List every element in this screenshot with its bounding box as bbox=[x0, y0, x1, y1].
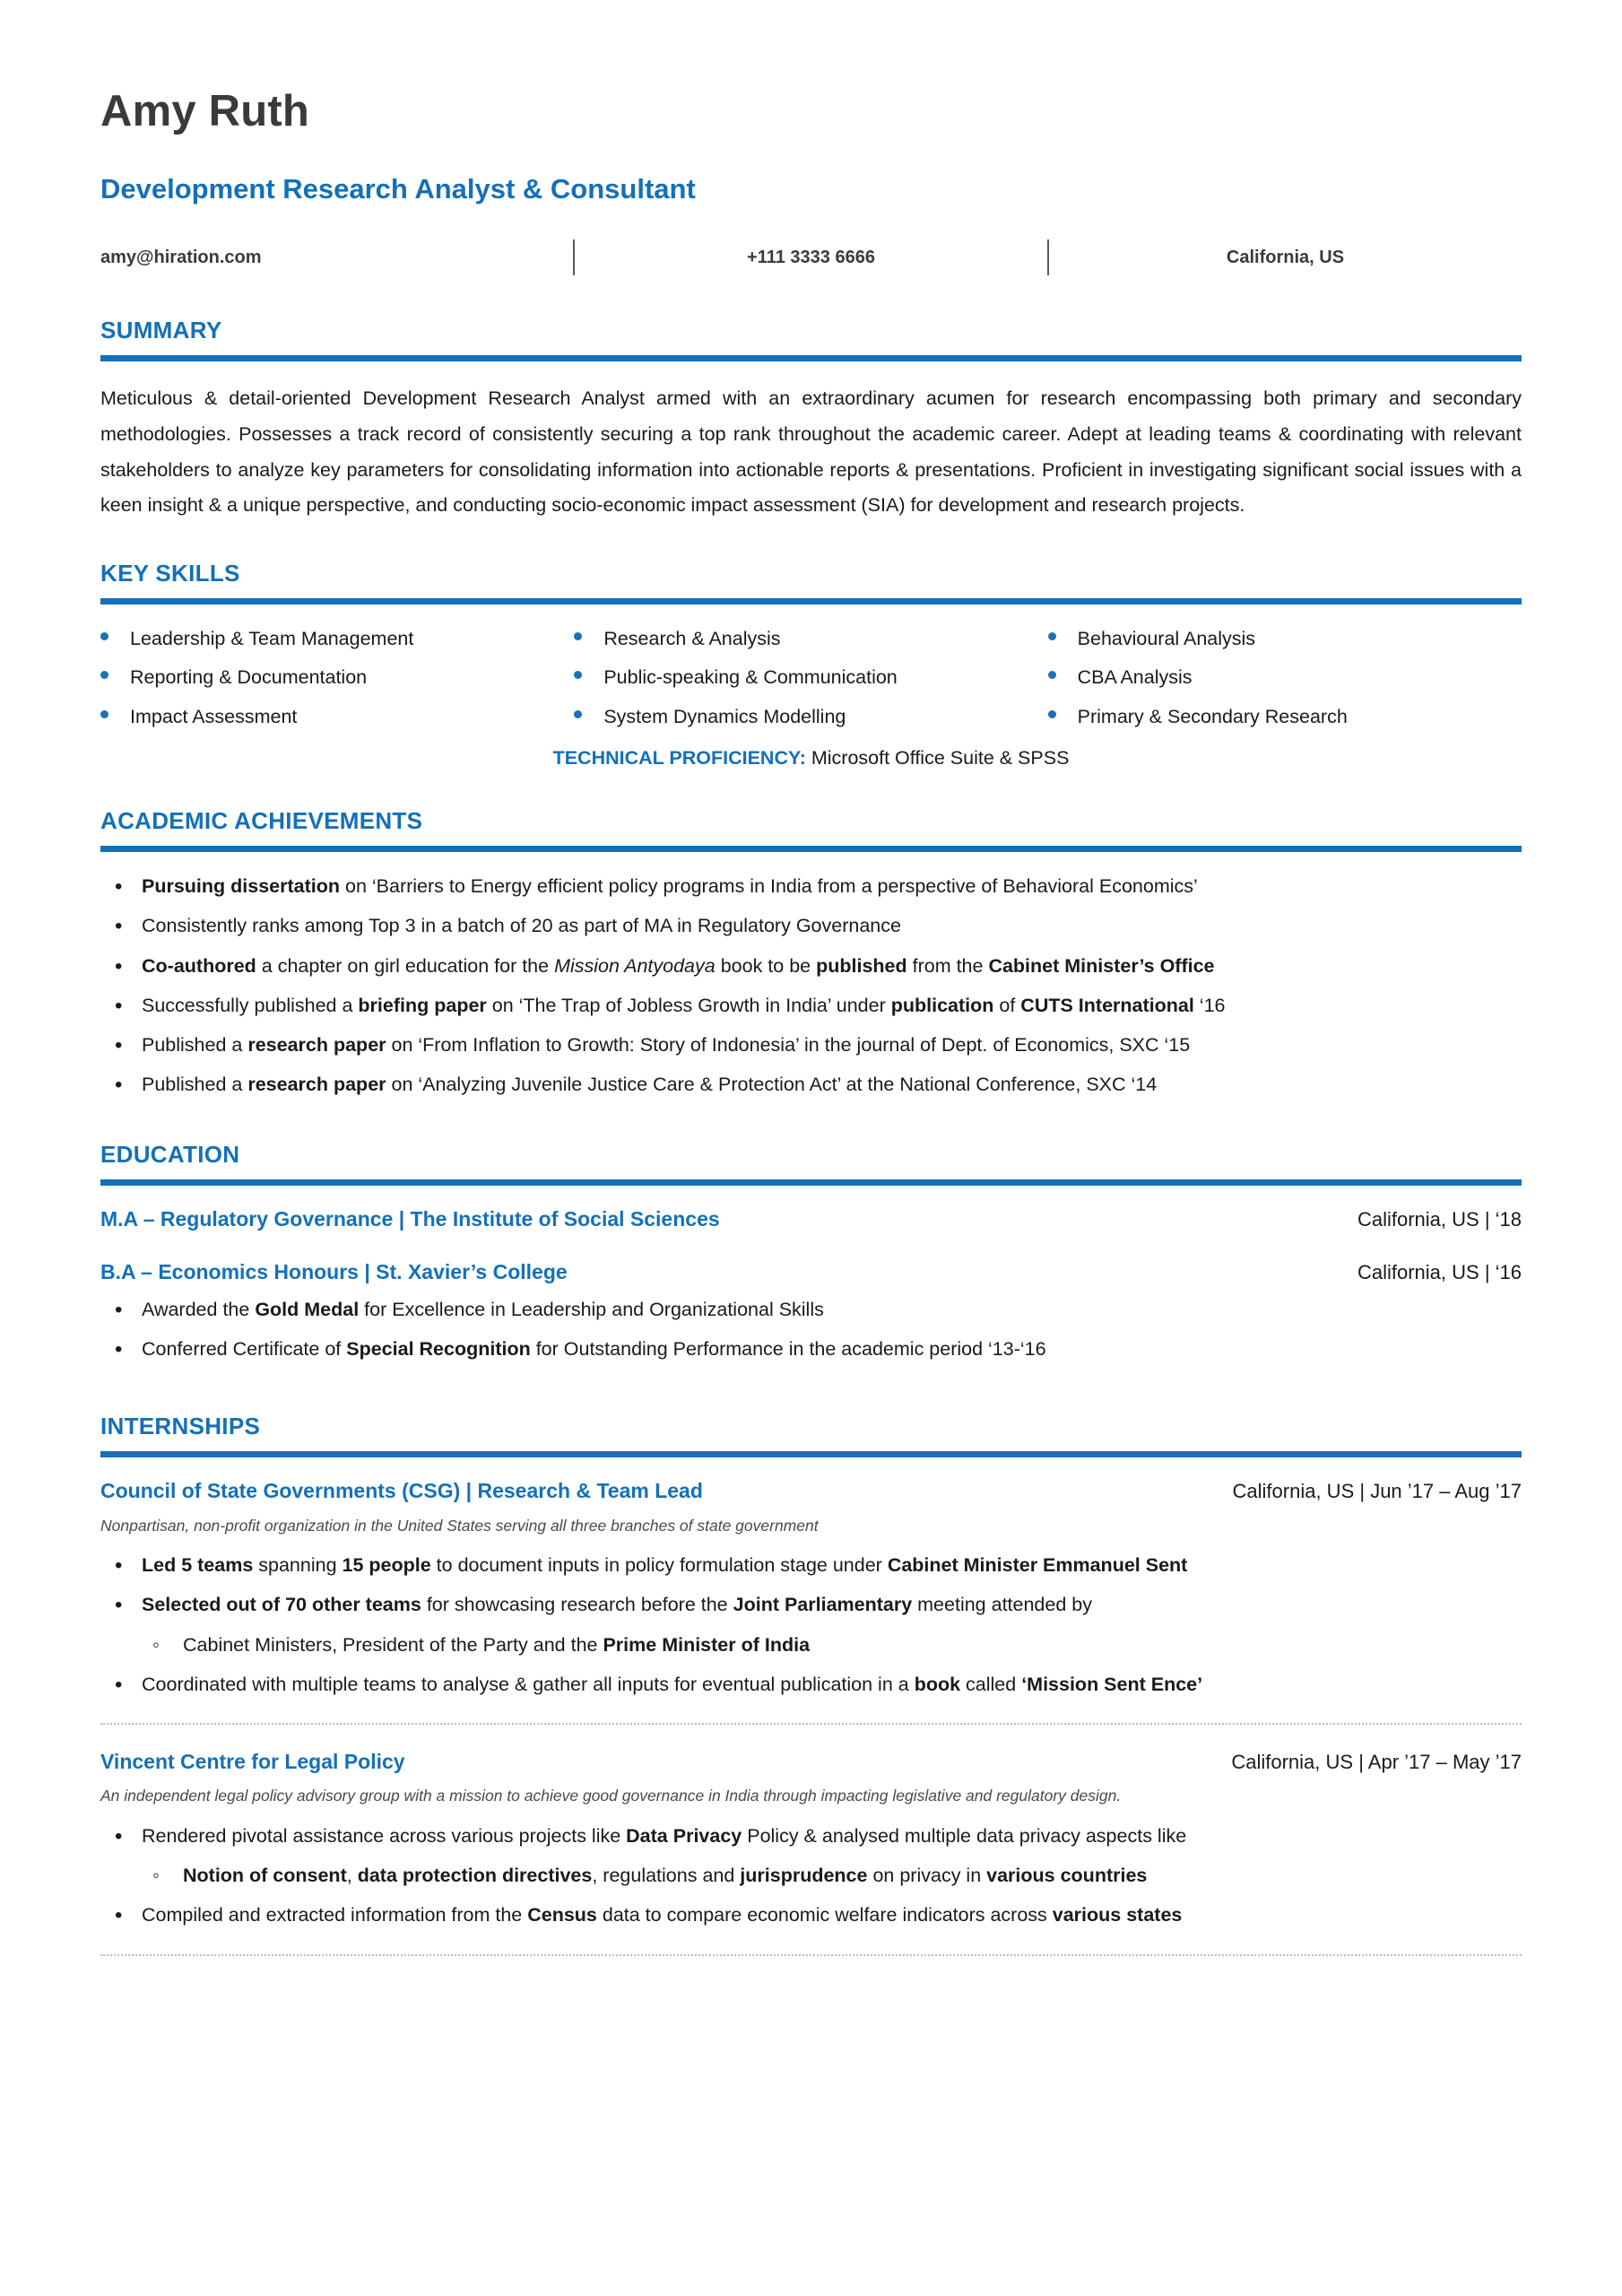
education-location-year: California, US | ‘16 bbox=[1357, 1260, 1522, 1283]
internship-bullet: • Compiled and extracted information from the Census data to compare economic welfare indicators across various states bbox=[100, 1900, 1522, 1930]
internship-sub-bullet-list bbox=[142, 1631, 1522, 1660]
internship-organization: Vincent Centre for Legal Policy bbox=[100, 1750, 405, 1774]
internship-location-dates: California, US | Jun ’17 – Aug ’17 bbox=[1232, 1480, 1522, 1503]
technical-proficiency bbox=[100, 747, 1522, 770]
education-degree: B.A – Economics Honours | St. Xavier’s College bbox=[100, 1259, 568, 1283]
internship-bullet: • Selected out of 70 other teams for showcasing research before the Joint Parliamentary meeting attended by ◦ Cabinet Ministers, President of the Party and the Prime Minister of India bbox=[100, 1590, 1522, 1660]
spacer-after-education bbox=[100, 1382, 1522, 1413]
education-bullet: • Conferred Certificate of Special Recognition for Outstanding Performance in the academic period ‘13-‘16 bbox=[100, 1335, 1522, 1364]
key-skill-item bbox=[100, 624, 574, 653]
internship-entry bbox=[100, 1748, 1522, 1955]
internship-entry bbox=[100, 1477, 1522, 1725]
section-internships bbox=[100, 1413, 1522, 1955]
key-skills-grid bbox=[100, 624, 1522, 731]
bullet-dot-icon bbox=[1048, 671, 1056, 679]
achievement-item: • Published a research paper on ‘From Inflation to Growth: Story of Indonesia’ in the journal of Dept. of Economics, SXC ‘15 bbox=[100, 1031, 1522, 1060]
key-skill-label: Research & Analysis bbox=[603, 628, 781, 650]
candidate-title: Development Research Analyst & Consultant bbox=[100, 172, 696, 204]
section-education bbox=[100, 1141, 1522, 1365]
education-bullet-list bbox=[100, 1295, 1522, 1365]
section-heading-internships: INTERNSHIPS bbox=[100, 1413, 261, 1440]
internship-bullet: • Led 5 teams spanning 15 people to document inputs in policy formulation stage under Cabinet Minister Emmanuel Sent bbox=[100, 1551, 1522, 1580]
achievement-item: • Co-authored a chapter on girl education for the Mission Antyodaya book to be published from the Cabinet Minister’s Office bbox=[100, 952, 1522, 981]
contact-email[interactable]: amy@hiration.com bbox=[100, 247, 262, 267]
bullet-dot-icon bbox=[100, 632, 108, 640]
section-heading-summary: SUMMARY bbox=[100, 317, 222, 344]
candidate-name: Amy Ruth bbox=[100, 87, 309, 135]
bullet-dot-icon bbox=[574, 632, 582, 640]
key-skill-item bbox=[574, 702, 1047, 731]
education-entry-header bbox=[100, 1258, 1522, 1286]
achievement-item: • Consistently ranks among Top 3 in a batch of 20 as part of MA in Regulatory Governance bbox=[100, 911, 1522, 941]
education-entry bbox=[100, 1205, 1522, 1233]
key-skill-label: System Dynamics Modelling bbox=[603, 705, 846, 727]
internship-bullet: • Coordinated with multiple teams to analyse & gather all inputs for eventual publication in a book called ‘Mission Sent Ence’ bbox=[100, 1670, 1522, 1700]
bullet-dot-icon bbox=[1048, 632, 1056, 640]
section-rule-academic-achievements bbox=[100, 846, 1522, 852]
section-heading-education: EDUCATION bbox=[100, 1140, 240, 1168]
entry-separator bbox=[100, 1954, 1522, 1956]
section-heading-academic-achievements: ACADEMIC ACHIEVEMENTS bbox=[100, 806, 423, 834]
internship-description: Nonpartisan, non-profit organization in the United States serving all three branches of state government bbox=[100, 1516, 819, 1535]
key-skill-label: Leadership & Team Management bbox=[130, 628, 414, 650]
education-entry-header bbox=[100, 1205, 1522, 1233]
section-rule-key-skills bbox=[100, 598, 1522, 604]
internship-entry-header bbox=[100, 1477, 1522, 1505]
education-entry bbox=[100, 1258, 1522, 1365]
education-bullet: • Awarded the Gold Medal for Excellence in Leadership and Organizational Skills bbox=[100, 1295, 1522, 1325]
internship-organization: Council of State Governments (CSG) | Research & Team Lead bbox=[100, 1479, 703, 1503]
key-skill-item bbox=[100, 663, 574, 691]
key-skill-item bbox=[100, 702, 574, 731]
spacer-after-achievements bbox=[100, 1110, 1522, 1141]
key-skill-label: Public-speaking & Communication bbox=[603, 666, 898, 689]
resume-header bbox=[100, 88, 1522, 275]
entry-separator bbox=[100, 1723, 1522, 1725]
academic-achievements-list bbox=[100, 872, 1522, 1100]
achievement-item: • Published a research paper on ‘Analyzing Juvenile Justice Care & Protection Act’ at the National Conference, SXC ‘14 bbox=[100, 1070, 1522, 1100]
technical-proficiency-value: Microsoft Office Suite & SPSS bbox=[805, 746, 1070, 769]
key-skill-item bbox=[574, 663, 1047, 691]
section-rule-internships bbox=[100, 1451, 1522, 1457]
achievement-item: • Pursuing dissertation on ‘Barriers to Energy efficient policy programs in India from a perspective of Behavioral Economics’ bbox=[100, 872, 1522, 901]
bullet-dot-icon bbox=[574, 710, 582, 718]
contact-phone[interactable]: +111 3333 6666 bbox=[747, 247, 875, 267]
bullet-dot-icon bbox=[100, 710, 108, 718]
key-skill-item bbox=[1048, 624, 1522, 653]
internship-sub-bullet-list bbox=[142, 1861, 1522, 1891]
key-skill-label: Primary & Secondary Research bbox=[1077, 705, 1348, 727]
bullet-dot-icon bbox=[574, 671, 582, 679]
summary-text: Meticulous & detail-oriented Development Research Analyst armed with an extraordinary acumen for research encompassing both primary and secondary methodologies. Possesses a track record of consistently securing a top rank throughout the academic career. Adept at leading teams & coordinating with relevant stakeholders to analyze key parameters for consolidating information into actionable reports & presentations. Proficient in investigating significant social issues with a keen insight & a unique perspective, and conducting socio-economic impact assessment (SIA) for development and research projects. bbox=[100, 387, 1522, 517]
key-skill-item bbox=[574, 624, 1047, 653]
section-rule-education bbox=[100, 1179, 1522, 1186]
key-skill-item bbox=[1048, 702, 1522, 731]
education-location-year: California, US | ‘18 bbox=[1357, 1207, 1522, 1231]
internship-location-dates: California, US | Apr ’17 – May ’17 bbox=[1231, 1751, 1522, 1774]
internship-bullet: • Rendered pivotal assistance across various projects like Data Privacy Policy & analysed multiple data privacy aspects like ◦ Notion of consent, data protection directives, regulations and jurisprudence on privacy in various countries bbox=[100, 1822, 1522, 1892]
education-degree: M.A – Regulatory Governance | The Institute of Social Sciences bbox=[100, 1206, 720, 1231]
key-skill-label: Impact Assessment bbox=[130, 705, 298, 727]
education-entries bbox=[100, 1205, 1522, 1365]
internship-bullet-list bbox=[100, 1822, 1522, 1931]
section-key-skills bbox=[100, 560, 1522, 770]
bullet-dot-icon bbox=[100, 671, 108, 679]
internship-description: An independent legal policy advisory group with a mission to achieve good governance in India through impacting legislative and regulatory design. bbox=[100, 1787, 1122, 1805]
bullet-dot-icon bbox=[1048, 710, 1056, 718]
internship-entry-header bbox=[100, 1748, 1522, 1776]
section-rule-summary bbox=[100, 355, 1522, 361]
key-skill-item bbox=[1048, 663, 1522, 691]
key-skill-label: CBA Analysis bbox=[1077, 666, 1193, 689]
internship-entries bbox=[100, 1477, 1522, 1955]
key-skill-label: Reporting & Documentation bbox=[130, 666, 368, 689]
internship-sub-bullet: ◦ Notion of consent, data protection directives, regulations and jurisprudence on privacy in various countries bbox=[142, 1861, 1522, 1891]
achievement-item: • Successfully published a briefing paper on ‘The Trap of Jobless Growth in India’ under publication of CUTS International ‘16 bbox=[100, 991, 1522, 1021]
technical-proficiency-label: TECHNICAL PROFICIENCY: bbox=[552, 746, 806, 769]
section-academic-achievements bbox=[100, 807, 1522, 1100]
section-summary bbox=[100, 317, 1522, 524]
section-heading-key-skills: KEY SKILLS bbox=[100, 560, 240, 587]
contact-location: California, US bbox=[1226, 247, 1345, 267]
internship-bullet-list bbox=[100, 1551, 1522, 1700]
internship-sub-bullet: ◦ Cabinet Ministers, President of the Party and the Prime Minister of India bbox=[142, 1631, 1522, 1660]
contact-row bbox=[100, 239, 1522, 275]
key-skill-label: Behavioural Analysis bbox=[1077, 628, 1256, 650]
